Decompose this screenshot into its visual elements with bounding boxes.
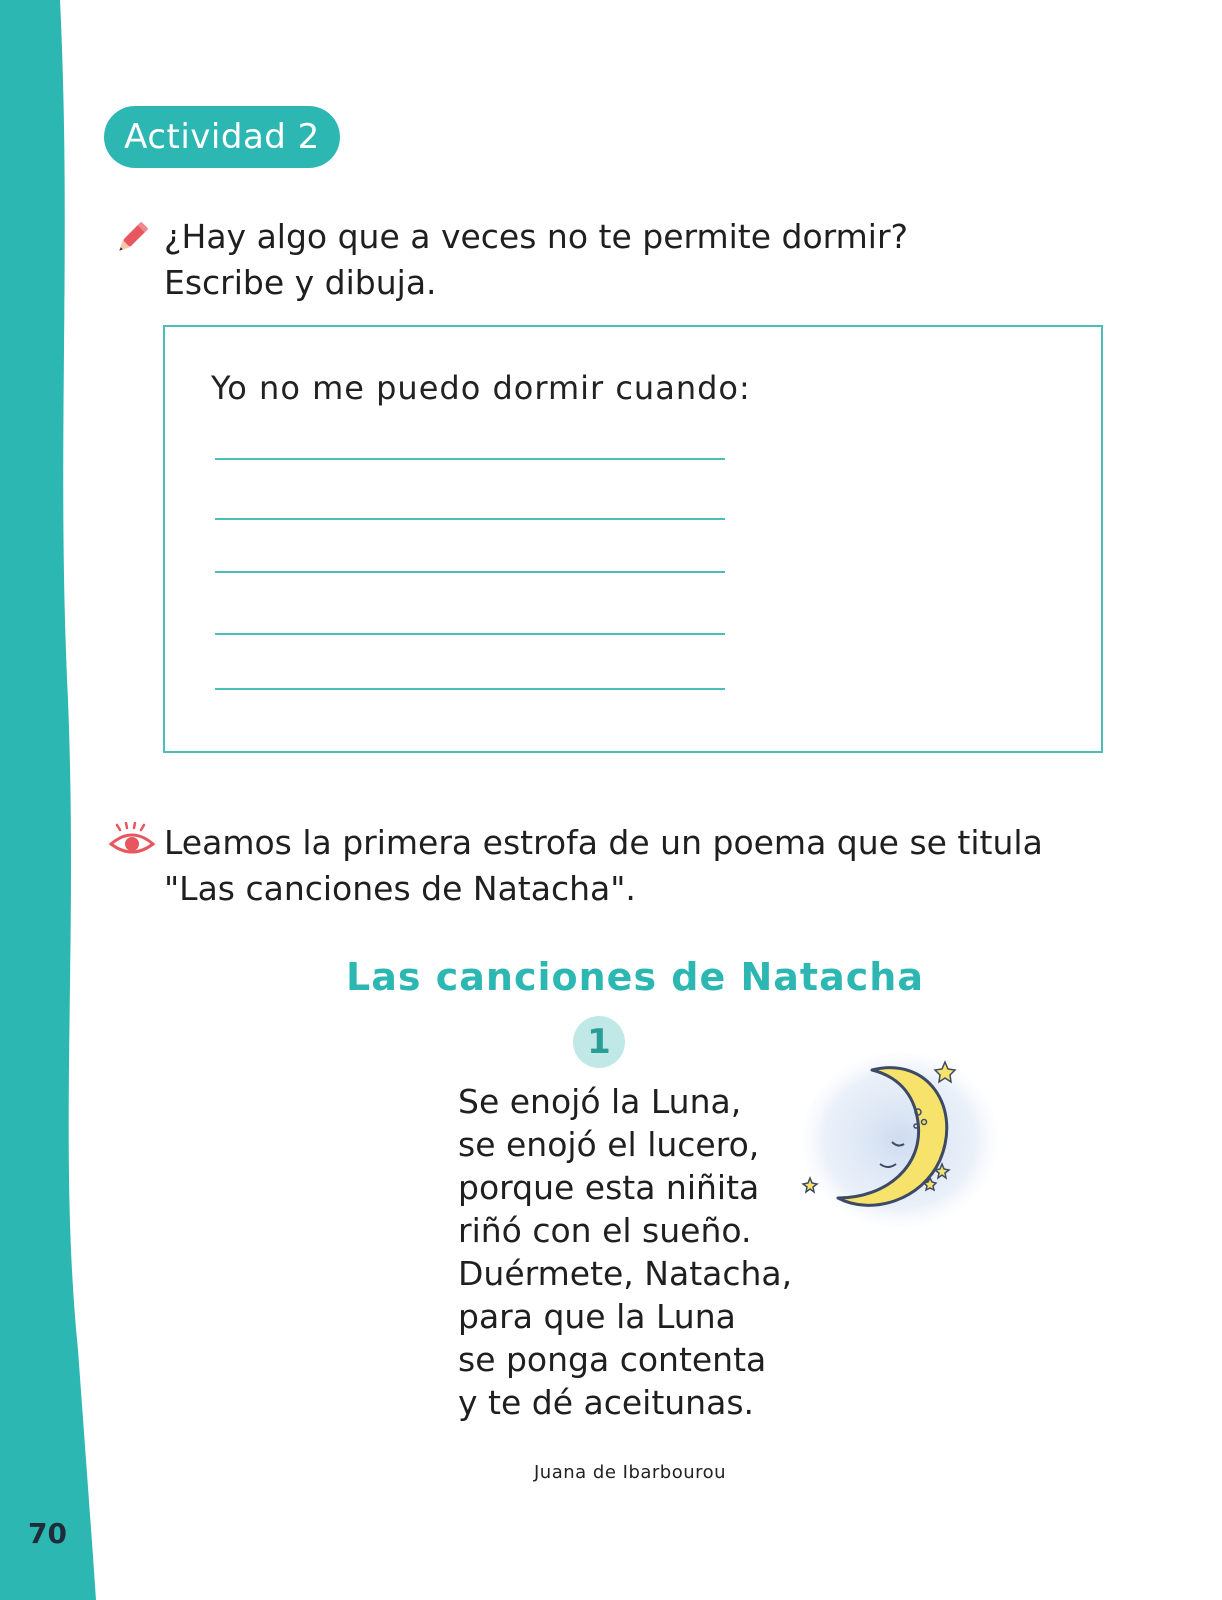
writing-line-3[interactable]: [215, 571, 725, 573]
answer-box: [163, 325, 1103, 753]
stanza-number: 1: [587, 1022, 611, 1062]
writing-line-2[interactable]: [215, 518, 725, 520]
poem-line: se enojó el lucero,: [458, 1125, 760, 1164]
question-line-2: Escribe y dibuja.: [164, 263, 437, 302]
moon-illustration: [800, 1048, 1000, 1228]
poem-line: Se enojó la Luna,: [458, 1082, 742, 1121]
question-prompt: [164, 214, 908, 306]
reading-line-2: "Las canciones de Natacha".: [164, 869, 636, 908]
poem-line: y te dé aceitunas.: [458, 1383, 755, 1422]
question-line-1: ¿Hay algo que a veces no te permite dormir?: [164, 217, 909, 256]
poem-line: riñó con el sueño.: [458, 1211, 752, 1250]
page-number: 70: [28, 1517, 67, 1550]
poem-line: porque esta niñita: [458, 1168, 760, 1207]
poem-line: para que la Luna: [458, 1297, 736, 1336]
reading-prompt: [164, 820, 1043, 912]
activity-label: Actividad 2: [124, 117, 320, 157]
eye-icon: [108, 822, 156, 858]
side-band-decoration: [0, 0, 110, 1600]
poem-title: Las canciones de Natacha: [346, 955, 924, 999]
poem-line: se ponga contenta: [458, 1340, 767, 1379]
writing-line-4[interactable]: [215, 633, 725, 635]
writing-line-1[interactable]: [215, 458, 725, 460]
reading-line-1: Leamos la primera estrofa de un poema que se titula: [164, 823, 1043, 862]
poem-author: Juana de Ibarbourou: [534, 1462, 727, 1483]
poem-line: Duérmete, Natacha,: [458, 1254, 793, 1293]
writing-line-5[interactable]: [215, 688, 725, 690]
poem-stanza: [458, 1080, 792, 1424]
activity-badge: [104, 106, 340, 168]
stanza-number-badge: [573, 1016, 625, 1068]
answer-box-label: Yo no me puedo dormir cuando:: [211, 369, 751, 407]
pencil-icon: [112, 218, 152, 258]
